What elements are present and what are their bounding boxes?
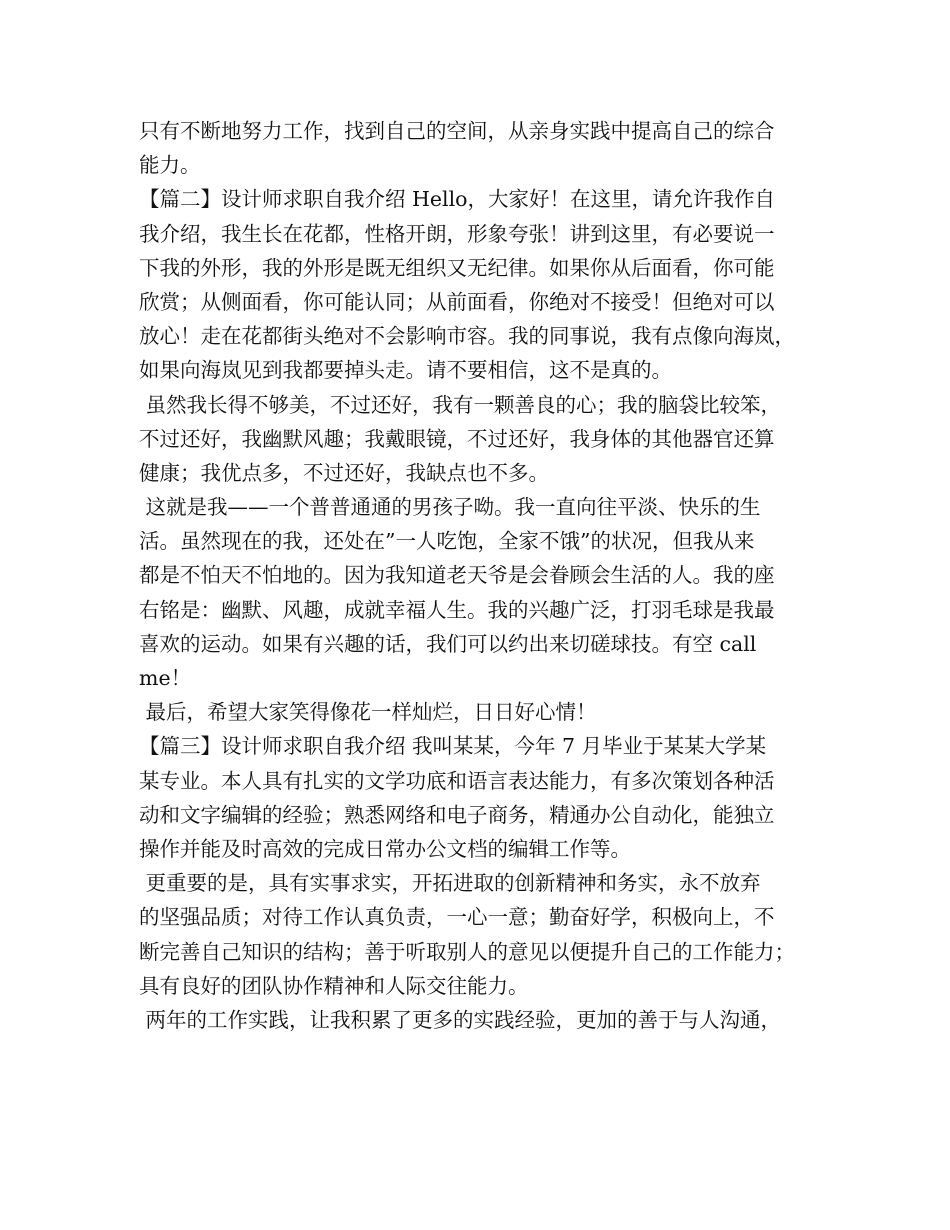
text-line: 两年的工作实践，让我积累了更多的实践经验，更加的善于与人沟通， [139,1007,782,1032]
text-line: 我介绍，我生长在花都，性格开朗，形象夸张！讲到这里，有必要说一 [139,221,775,246]
text-line: 的坚强品质；对待工作认真负责，一心一意；勤奋好学，积极向上，不 [139,905,775,930]
text-line: 右铭是：幽默、风趣，成就幸福人生。我的兴趣广泛，打羽毛球是我最 [139,597,775,622]
text-line: 虽然我长得不够美，不过还好，我有一颗善良的心；我的脑袋比较笨， [139,392,782,417]
text-line: 能力。 [139,153,201,178]
text-line: 健康；我优点多，不过还好，我缺点也不多。 [139,460,549,485]
text-line: 如果向海岚见到我都要掉头走。请不要相信，这不是真的。 [139,358,672,383]
text-line: me！ [139,666,192,690]
text-line: 断完善自己知识的结构；善于听取别人的意见以便提升自己的工作能力； [139,939,795,964]
text-line: 都是不怕天不怕地的。因为我知道老天爷是会眷顾会生活的人。我的座 [139,563,775,588]
text-line: 动和文字编辑的经验；熟悉网络和电子商务，精通办公自动化，能独立 [139,802,775,827]
text-line: 具有良好的团队协作精神和人际交往能力。 [139,973,529,998]
text-line: 最后，希望大家笑得像花一样灿烂，日日好心情！ [139,700,597,725]
document-body [139,114,819,1037]
text-line: 活。虽然现在的我，还处在”一人吃饱，全家不饿”的状况，但我从来 [139,529,755,554]
text-line: 更重要的是，具有实事求实，开拓进取的创新精神和务实，永不放弃 [139,871,761,896]
text-line: 某专业。本人具有扎实的文学功底和语言表达能力，有多次策划各种活 [139,768,775,793]
text-line: 操作并能及时高效的完成日常办公文档的编辑工作等。 [139,836,631,861]
text-line: 下我的外形，我的外形是既无组织又无纪律。如果你从后面看，你可能 [139,255,775,280]
text-line: 不过还好，我幽默风趣；我戴眼镜，不过还好，我身体的其他器官还算 [139,426,775,451]
text-line: 欣赏；从侧面看，你可能认同；从前面看，你绝对不接受！但绝对可以 [139,289,775,314]
text-line: 喜欢的运动。如果有兴趣的话，我们可以约出来切磋球技。有空 call [139,631,757,656]
text-line: 这就是我——一个普普通通的男孩子呦。我一直向往平淡、快乐的生 [139,495,761,520]
text-line: 【篇三】设计师求职自我介绍 我叫某某，今年 7 月毕业于某某大学某 [139,734,767,759]
text-line: 【篇二】设计师求职自我介绍 Hello，大家好！在这里，请允许我作自 [139,187,775,212]
text-line: 放心！走在花都街头绝对不会影响市容。我的同事说，我有点像向海岚， [139,324,795,349]
text-line: 只有不断地努力工作，找到自己的空间，从亲身实践中提高自己的综合 [139,119,775,143]
